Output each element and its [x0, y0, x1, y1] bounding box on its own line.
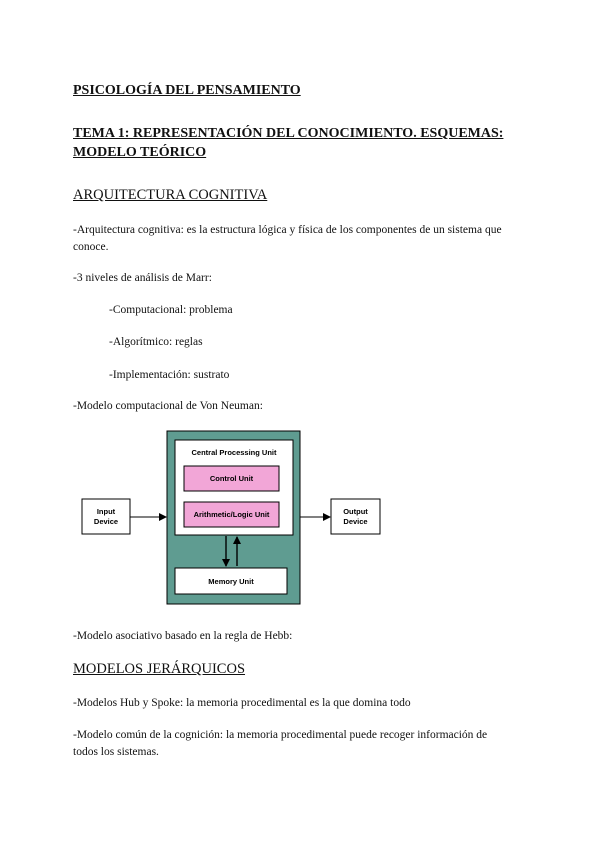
output-device-label-line1: Output [343, 507, 368, 516]
marr-level-implementation: -Implementación: sustrato [109, 369, 230, 381]
document-title: PSICOLOGÍA DEL PENSAMIENTO [73, 83, 301, 98]
memory-unit-label: Memory Unit [208, 577, 254, 586]
alu-label: Arithmetic/Logic Unit [193, 510, 270, 519]
topic-heading-line1: TEMA 1: REPRESENTACIÓN DEL CONOCIMIENTO. ESQUEMAS: [73, 126, 504, 141]
section-heading-hierarchical: MODELOS JERÁRQUICOS [73, 661, 246, 677]
cpu-label: Central Processing Unit [191, 448, 277, 457]
paragraph-common-model-line2: todos los sistemas. [73, 746, 159, 758]
marr-level-computational: -Computacional: problema [109, 304, 233, 316]
paragraph-hebb: -Modelo asociativo basado en la regla de Hebb: [73, 630, 293, 642]
section-heading-architecture: ARQUITECTURA COGNITIVA [73, 187, 268, 203]
input-device-label-line1: Input [96, 507, 116, 516]
input-device-label-line2: Device [93, 517, 119, 526]
control-unit-label: Control Unit [209, 474, 254, 483]
paragraph-common-model-line1: -Modelo común de la cognición: la memoria procedimental puede recoger información de [73, 729, 488, 741]
paragraph-architecture-line1: -Arquitectura cognitiva: es la estructura lógica y física de los componentes de un sistema que [73, 224, 502, 236]
output-device-label-line2: Device [343, 517, 368, 526]
topic-heading-line2: MODELO TEÓRICO [73, 145, 207, 160]
paragraph-hub-spoke: -Modelos Hub y Spoke: la memoria procedimental es la que domina todo [73, 697, 411, 709]
von-neumann-architecture-diagram [78, 428, 398, 608]
marr-level-algorithmic: -Algorítmico: reglas [109, 336, 203, 348]
paragraph-von-neumann: -Modelo computacional de Von Neuman: [73, 400, 263, 412]
paragraph-architecture-line2: conoce. [73, 241, 109, 253]
paragraph-marr: -3 niveles de análisis de Marr: [73, 272, 212, 284]
